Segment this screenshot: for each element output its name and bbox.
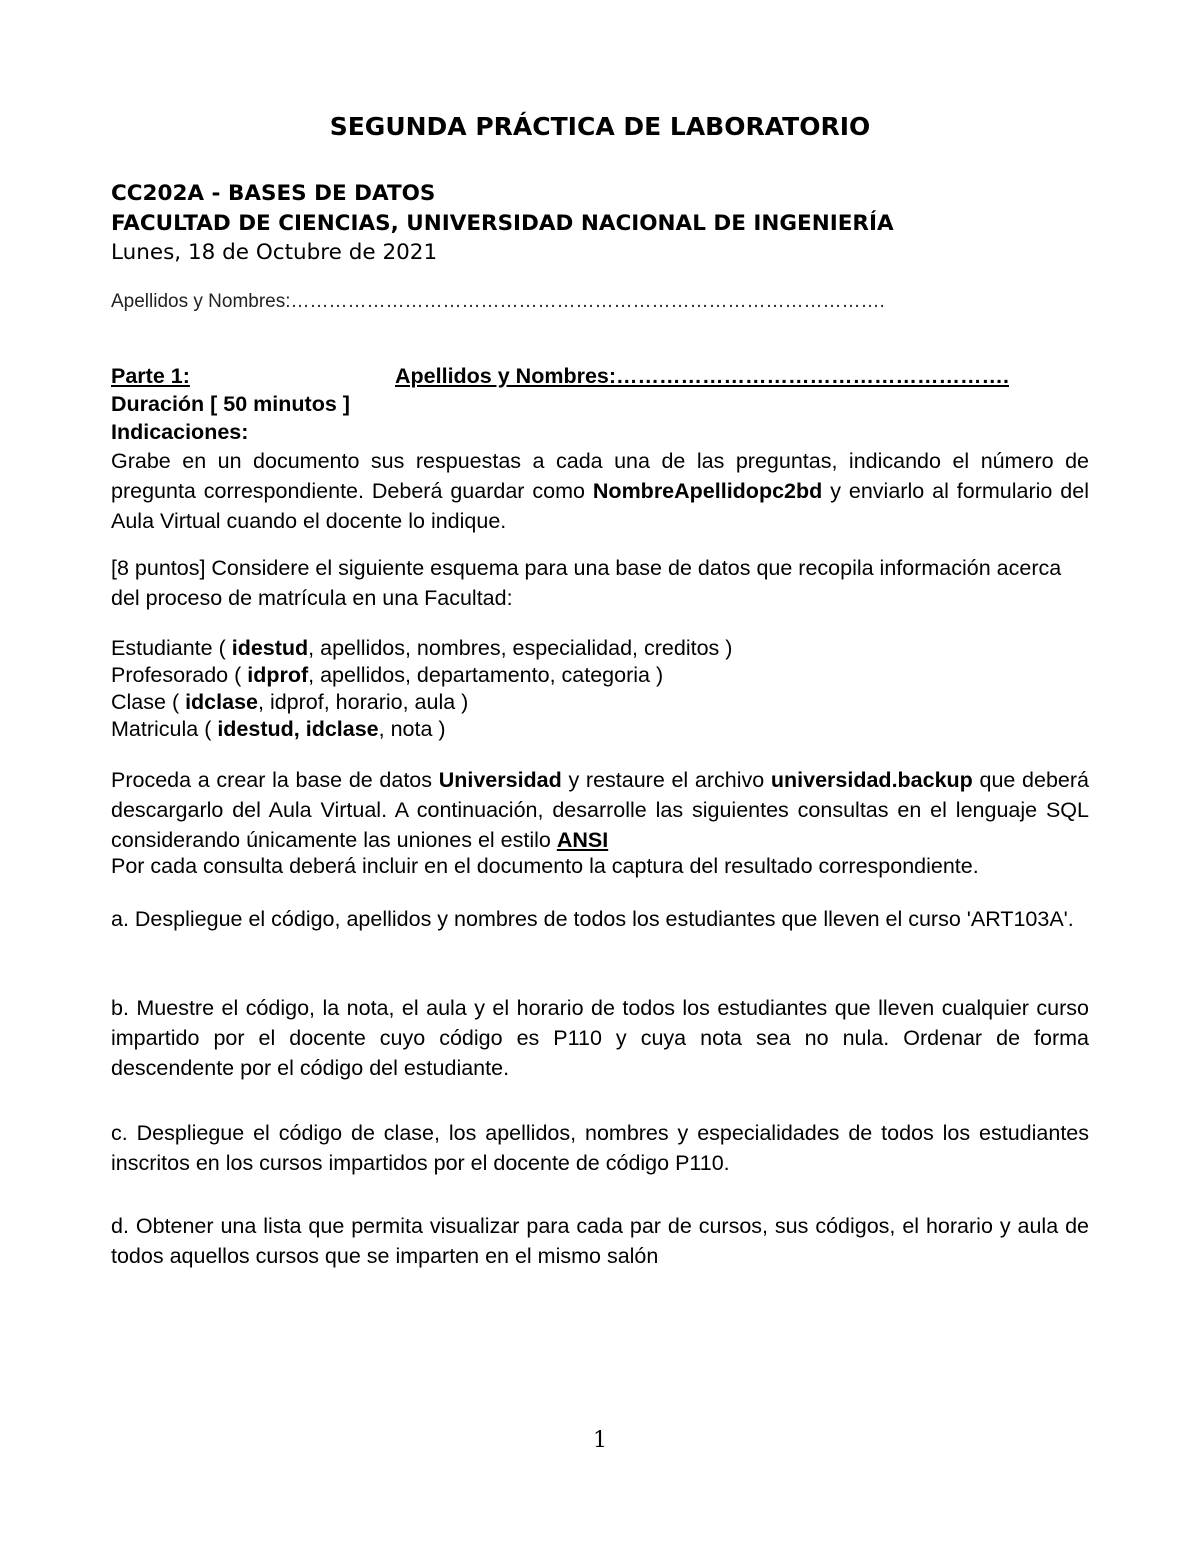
- question-a: a. Despliegue el código, apellidos y nombres de todos los estudiantes que lleven el curso 'ART103A'.: [111, 907, 1074, 931]
- indications-label: Indicaciones:: [111, 420, 249, 444]
- instructions-text-pre: Grabe en un documento sus respuestas a cada una de las preguntas, indicando el número de pregunta correspondiente. Deberá guardar como: [111, 449, 1089, 503]
- schema-estudiante: [111, 633, 1089, 663]
- date-line: Lunes, 18 de Octubre de 2021: [111, 240, 438, 265]
- procedure-text-1: Proceda a crear la base de datos: [111, 768, 439, 792]
- schema-estudiante-pre: Estudiante (: [111, 636, 232, 660]
- part-label: Parte 1:: [111, 364, 190, 388]
- procedure-text-3: que deberá descargarlo del Aula Virtual. A continuación, desarrolle las siguientes consultas en el lenguaje SQL considerando únicamente las uniones el estilo: [111, 768, 1090, 852]
- schema-clase-key: idclase: [185, 690, 258, 714]
- database-name: Universidad: [438, 768, 562, 792]
- schema-matricula-pre: Matricula (: [111, 717, 218, 741]
- filename-text: NombreApellidopc2bd: [592, 479, 823, 503]
- schema-matricula-post: , nota ): [378, 717, 446, 741]
- course-heading: CC202A - BASES DE DATOS: [111, 181, 436, 206]
- student-name-line: Apellidos y Nombres:………………………………………………………………………………….: [111, 291, 885, 312]
- part-name-line: Apellidos y Nombres:……………………………………………….: [395, 364, 1009, 388]
- ansi-label: ANSI: [556, 828, 609, 852]
- instructions-paragraph: [111, 446, 1089, 536]
- schema-clase: [111, 687, 1089, 717]
- schema-profesorado-post: , apellidos, departamento, categoria ): [308, 663, 664, 687]
- intro-paragraph: [8 puntos] Considere el siguiente esquema para una base de datos que recopila información acerca del proceso de matrícula en una Facultad:: [111, 556, 1062, 610]
- page-number: 1: [593, 1428, 607, 1453]
- instructions-text-post: y enviarlo al formulario del Aula Virtual cuando el docente lo indique.: [111, 479, 1089, 533]
- faculty-heading: FACULTAD DE CIENCIAS, UNIVERSIDAD NACIONAL DE INGENIERÍA: [111, 211, 894, 236]
- schema-estudiante-post: , apellidos, nombres, especialidad, creditos ): [308, 636, 733, 660]
- procedure-text-2: y restaure el archivo: [561, 768, 771, 792]
- schema-list: [111, 633, 1089, 744]
- question-d: d. Obtener una lista que permita visualizar para cada par de cursos, sus códigos, el horario y aula de todos aquellos cursos que se imparten en el mismo salón: [111, 1214, 1089, 1268]
- procedure-paragraph: [111, 765, 1089, 855]
- schema-clase-pre: Clase (: [111, 690, 186, 714]
- schema-matricula: [111, 714, 1089, 744]
- schema-matricula-key: idestud, idclase: [217, 717, 379, 741]
- schema-profesorado-key: idprof: [247, 663, 309, 687]
- duration-line: Duración [ 50 minutos ]: [111, 392, 350, 416]
- question-c: c. Despliegue el código de clase, los apellidos, nombres y especialidades de todos los estudiantes inscritos en los cursos impartidos por el docente de código P110.: [111, 1121, 1089, 1175]
- question-b: b. Muestre el código, la nota, el aula y el horario de todos los estudiantes que lleven cualquier curso impartido por el docente cuyo código es P110 y cuya nota sea no nula. Ordenar de forma descendente por el código del estudiante.: [111, 996, 1089, 1080]
- schema-estudiante-key: idestud: [231, 636, 309, 660]
- schema-clase-post: , idprof, horario, aula ): [258, 690, 469, 714]
- document-title: SEGUNDA PRÁCTICA DE LABORATORIO: [329, 112, 871, 141]
- backup-file-name: universidad.backup: [770, 768, 973, 792]
- capture-instruction: Por cada consulta deberá incluir en el documento la captura del resultado correspondiente.: [111, 854, 979, 878]
- schema-profesorado: [111, 660, 1089, 690]
- schema-profesorado-pre: Profesorado (: [111, 663, 248, 687]
